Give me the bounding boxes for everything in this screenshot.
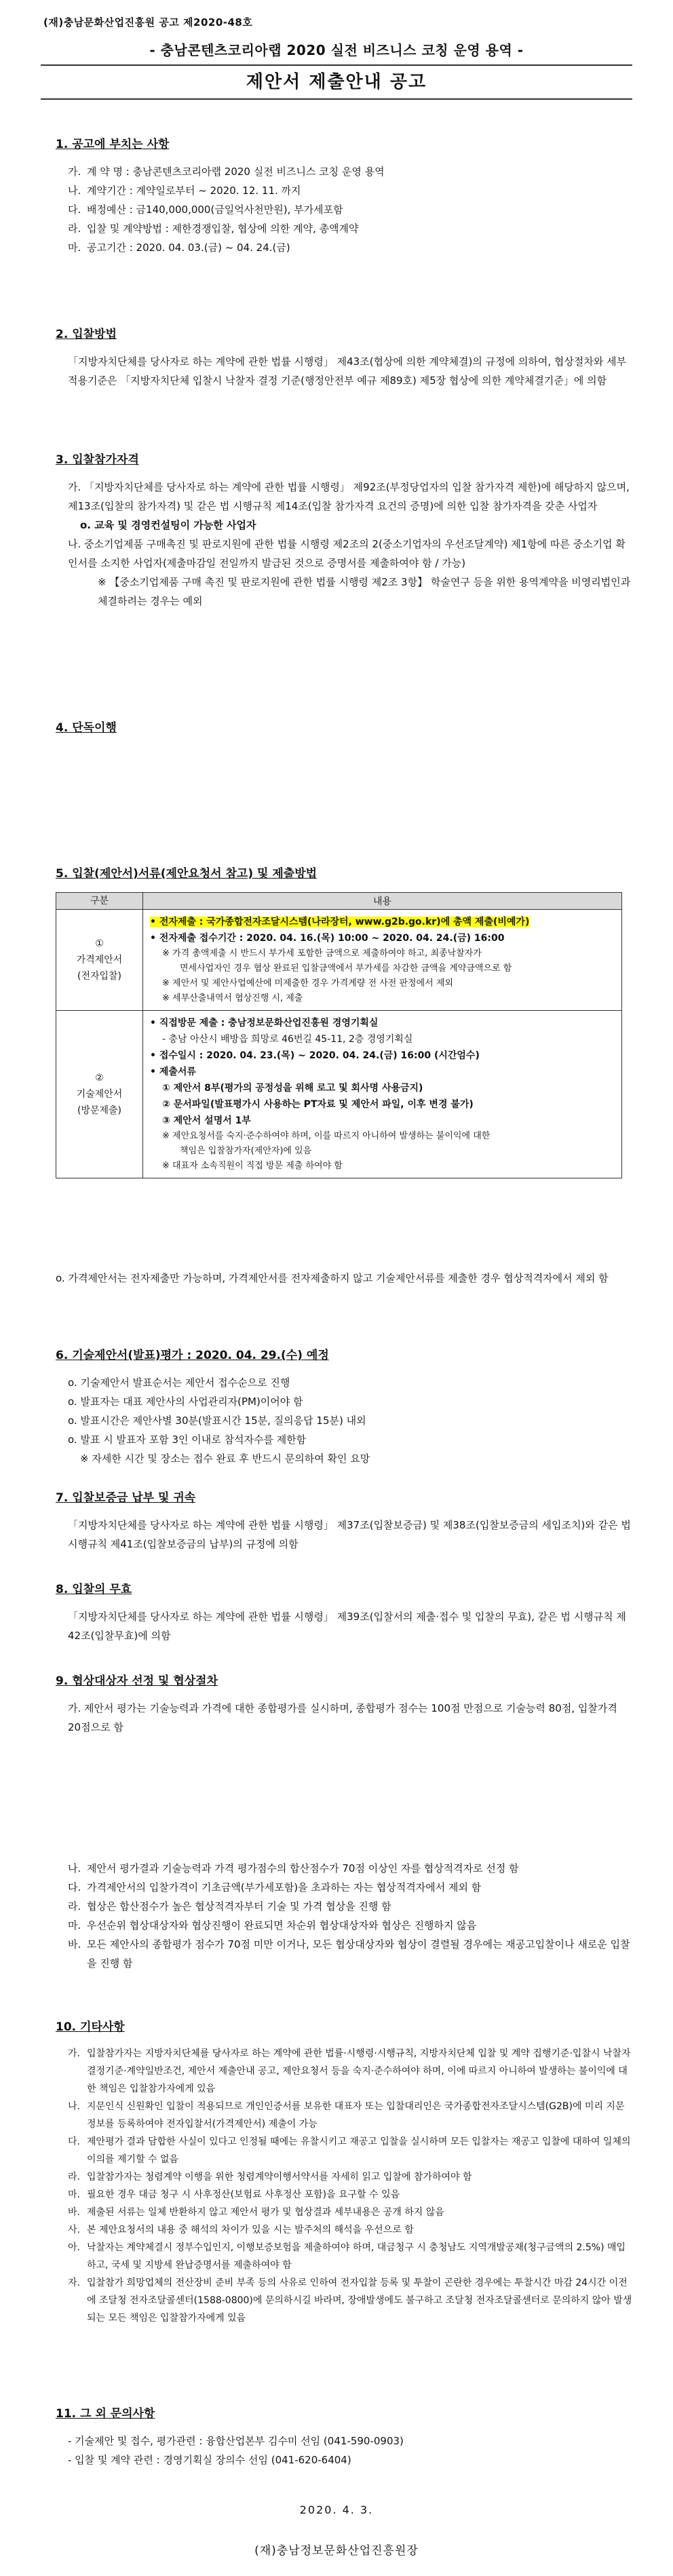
- item-text: 가격제안서의 입찰가격이 기초금액(부가세포함)을 초과하는 자는 협상적격자에서 제외 함: [87, 1881, 482, 1893]
- content-line: ① 제안서 8부(평가의 공정성을 위해 로고 및 회사명 사용금지): [162, 1083, 423, 1094]
- item-text: 입찰참가 희망업체의 전산장비 준비 부족 등의 사유로 인하여 전자입찰 등록 및 투찰이 곤란한 경우에는 투찰시간 마감 24시간 이전에 조달청 전자조달콜센터(1588-0800)에 문의하시길 바라며, 장애발생에도 불구하고 조달청 전자조달콜센터로 문의하지 않아 발생되는 모든 책임은 입찰참가자에게 있음: [87, 2277, 632, 2324]
- content-line: • 전자제출 : 국가종합전자조달시스템(나라장터, www.g2b.go.kr)에 총액 제출(비예가): [150, 917, 530, 927]
- section-11: [56, 2405, 632, 2469]
- notice-date: 2020. 4. 3.: [299, 2503, 374, 2516]
- item-text: 제안서 평가결과 기술능력과 가격 평가점수의 합산점수가 70점 이상인 자를 협상적격자로 선정 함: [87, 1862, 519, 1875]
- section-2-heading: 2. 입찰방법: [56, 328, 117, 341]
- content-line: 면세사업자인 경우 협상 완료된 입찰금액에서 부가세를 차감한 금액을 계약금액으로 함: [180, 963, 512, 974]
- section-7: [56, 1489, 632, 1554]
- section-1-heading: 1. 공고에 부치는 사항: [56, 138, 170, 151]
- row-1-type: [56, 910, 143, 1011]
- title-rule-bottom: [41, 98, 632, 100]
- item-text: 입찰참가자는 청렴계약 이행을 위한 청렴계약이행서약서를 자세히 읽고 입찰에 참가하여야 함: [87, 2172, 472, 2183]
- list-item: [68, 1916, 632, 1935]
- item-mark: 아.: [68, 2242, 80, 2253]
- section-9: [56, 1672, 632, 1737]
- table-header-type: 구분: [56, 893, 143, 910]
- content-line: 책임은 입찰참가자(제안자)에 있음: [180, 1146, 312, 1156]
- type-method: (방문제출): [77, 1105, 122, 1116]
- item-text: 필요한 경우 대금 청구 시 사후정산(보험료 사후정산 포함)을 요구할 수 있음: [87, 2189, 400, 2200]
- table-row: [56, 1011, 622, 1178]
- list-item: o. 발표자는 대표 제안사의 사업관리자(PM)이어야 함: [68, 1396, 303, 1408]
- item-text: 지문인식 신원확인 입찰이 적용되므로 개인인증서를 보유한 대표자 또는 입찰대리인은 국가종합전자조달시스템(G2B)에 미리 지문정보를 등록하여야 전자입찰서(가격제안서) 제출이 가능: [87, 2101, 625, 2130]
- row-2-content: [143, 1011, 622, 1178]
- list-item: [68, 2133, 632, 2168]
- content-line: ※ 가격 총액제출 시 반드시 부가세 포함한 금액으로 제출하여야 하고, 최종낙찰자가: [162, 948, 482, 959]
- list-item: [68, 238, 632, 257]
- table-header-content: 내용: [143, 893, 622, 910]
- section-2-body: 「지방자치단체를 당사자로 하는 계약에 관한 법률 시행령」 제43조(협상에 의한 계약체결)의 규정에 의하여, 협상절차와 세부적용기준은 「지방자치단체 입찰시 낙찰자 결정 기준(행정안전부 예규 제89호) 제5장 협상에 의한 계약체결기준」에 의함: [68, 355, 627, 387]
- section-9-heading: 9. 협상대상자 선정 및 협상절차: [56, 1674, 218, 1688]
- item-mark: 가.: [68, 2048, 80, 2059]
- item-mark: 나.: [68, 2101, 80, 2112]
- section-3-body: [56, 478, 632, 611]
- item-text: 우선순위 협상대상자와 협상진행이 완료되면 차순위 협상대상자와 협상은 진행하지 않음: [87, 1919, 477, 1931]
- section-5-after: [56, 1269, 632, 1288]
- section-8-heading: 8. 입찰의 무효: [56, 1583, 132, 1596]
- list-item: ※ 자세한 시간 및 장소는 접수 완료 후 반드시 문의하여 확인 요망: [80, 1453, 370, 1465]
- item-mark: 라.: [68, 223, 81, 235]
- section-4: [56, 719, 632, 746]
- item-text: 공고기간 : 2020. 04. 03.(금) ~ 04. 24.(금): [87, 242, 290, 254]
- section-3-heading: 3. 입찰참가자격: [56, 453, 139, 467]
- title-rule-top: [41, 64, 632, 66]
- section-1: [56, 136, 632, 257]
- content-line: ③ 제안서 설명서 1부: [162, 1115, 251, 1126]
- item-ga: 가. 「지방자치단체를 당사자로 하는 계약에 관한 법률 시행령」 제92조(부정당업자의 입찰 참가자격 제한)에 해당하지 않으며, 제13조(입찰의 참가자격) 및 같은 법 시행규칙 제14조(입찰 참가자격 요건의 증명)에 의한 입찰 참가자격을 갖춘 사업자: [68, 481, 630, 512]
- section-7-heading: 7. 입찰보증금 납부 및 귀속: [56, 1491, 196, 1505]
- section-9-continued: [56, 1859, 632, 1973]
- list-item: [68, 181, 632, 200]
- section-6-body: [56, 1373, 632, 1468]
- content-line: • 접수일시 : 2020. 04. 23.(목) ~ 2020. 04. 24.(금) 16:00 (시간엄수): [150, 1050, 480, 1061]
- item-mark: 다.: [68, 2136, 80, 2147]
- list-item: [68, 2274, 632, 2327]
- item-text: 입찰 및 계약방법 : 제한경쟁입찰, 협상에 의한 계약, 총액계약: [87, 223, 359, 235]
- item-text: 제안평가 결과 담합한 사실이 있다고 인정될 때에는 유찰시키고 재공고 입찰을 실시하며 모든 입찰자는 재공고 입찰에 대하여 일체의 이의를 제기할 수 없음: [87, 2136, 631, 2165]
- item-text: 계 약 명 : 충남콘텐츠코리아랩 2020 실전 비즈니스 코칭 운영 용역: [87, 166, 385, 178]
- list-item: [68, 2186, 632, 2204]
- section-6: [56, 1347, 632, 1468]
- type-num: ②: [95, 1073, 104, 1083]
- notice-number: (재)충남문화산업진흥원 공고 제2020-48호: [43, 16, 253, 28]
- content-line: ※ 세부산출내역서 협상진행 시, 제출: [162, 993, 303, 1003]
- item-mark: 라.: [68, 1900, 81, 1912]
- document-title: 제안서 제출안내 공고: [246, 72, 427, 92]
- list-item: [68, 162, 632, 181]
- list-item: [68, 1878, 632, 1897]
- submission-table: [56, 892, 622, 1178]
- content-line: • 제출서류: [150, 1066, 196, 1077]
- type-label: 기술제안서: [76, 1089, 123, 1100]
- contact-item: - 입찰 및 계약 관련 : 경영기획실 장의수 선임 (041-620-6404): [68, 2454, 351, 2466]
- list-item: o. 기술제안서 발표순서는 제안서 접수순으로 진행: [68, 1377, 290, 1389]
- list-item: [68, 2168, 632, 2186]
- section-5-note: o. 가격제안서는 전자제출만 가능하며, 가격제안서를 전자제출하지 않고 기술제안서류를 제출한 경우 협상적격자에서 제외 함: [56, 1272, 609, 1284]
- item-text: 배정예산 : 금140,000,000(금일억사천만원), 부가세포함: [87, 204, 343, 216]
- content-line: • 직접방문 제출 : 충남정보문화산업진흥원 경영기획실: [150, 1018, 379, 1029]
- item-mark: 마.: [68, 2189, 80, 2200]
- list-item: [68, 1859, 632, 1878]
- item-mark: 바.: [68, 2207, 80, 2218]
- row-1-content: [143, 910, 622, 1011]
- table-row: [56, 910, 622, 1011]
- list-item: o. 발표 시 발표자 포함 3인 이내로 참석자수를 제한함: [68, 1434, 307, 1446]
- list-item: [68, 2098, 632, 2133]
- section-10: [56, 2018, 632, 2327]
- content-line: - 충남 아산시 배방읍 희망로 46번길 45-11, 2층 경영기획실: [162, 1034, 413, 1045]
- list-item: [68, 200, 632, 219]
- item-text: 본 제안요청서의 내용 중 해석의 차이가 있을 시는 발주처의 해석을 우선으로 함: [87, 2225, 414, 2235]
- content-line: ※ 제안서 및 제안사업예산에 미제출한 경우 가격계량 전 사전 판정에서 제외: [162, 978, 453, 988]
- section-5: [56, 865, 632, 891]
- type-num: ①: [95, 938, 104, 949]
- content-line: ② 문서파일(발표평가시 사용하는 PT자료 및 제안서 파일, 이후 변경 불가): [162, 1099, 474, 1110]
- list-item: [68, 2221, 632, 2239]
- list-item: [68, 219, 632, 238]
- item-mark: 나.: [68, 185, 81, 197]
- list-item: [68, 1897, 632, 1916]
- item-mark: 마.: [68, 242, 81, 254]
- section-9-item-ga: 가. 제안서 평가는 기술능력과 가격에 대한 종합평가를 실시하며, 종합평가 점수는 100점 만점으로 기술능력 80점, 입찰가격 20점으로 함: [68, 1702, 617, 1733]
- item-mark: 다.: [68, 204, 81, 216]
- item-text: 계약기간 : 계약일로부터 ~ 2020. 12. 11. 까지: [87, 185, 301, 197]
- content-line: ※ 대표자 소속직원이 직접 방문 제출 하여야 함: [162, 1161, 343, 1171]
- content-line: • 전자제출 접수기간 : 2020. 04. 16.(목) 10:00 ~ 2020. 04. 24.(금) 16:00: [150, 933, 505, 944]
- item-mark: 사.: [68, 2225, 80, 2235]
- item-text: 협상은 합산점수가 높은 협상적격자부터 기술 및 가격 협상을 진행 함: [87, 1900, 391, 1912]
- section-3: [56, 451, 632, 611]
- section-10-heading: 10. 기타사항: [56, 2020, 125, 2034]
- section-7-body: 「지방자치단체를 당사자로 하는 계약에 관한 법률 시행령」 제37조(입찰보증금) 및 제38조(입찰보증금의 세입조치)와 같은 법 시행규칙 제41조(입찰보증금의 납부)의 규정에 의함: [68, 1519, 631, 1550]
- section-5-heading: 5. 입찰(제안서)서류(제안요청서 참고) 및 제출방법: [56, 867, 318, 881]
- item-mark: 가.: [68, 166, 81, 178]
- section-11-body: [56, 2431, 632, 2469]
- list-item: [68, 2204, 632, 2221]
- section-2: [56, 326, 632, 390]
- list-item: [68, 2045, 632, 2098]
- content-line: ※ 제안요청서를 숙지·준수하여야 하며, 이를 따르지 아니하여 발생하는 불이익에 대한: [162, 1131, 491, 1141]
- note: ※ 【중소기업제품 구매 촉진 및 판로지원에 관한 법률 시행령 제2조 3항】 학술연구 등을 위한 용역계약을 비영리법인과 체결하려는 경우는 예외: [98, 576, 631, 607]
- section-4-heading: 4. 단독이행: [56, 721, 117, 735]
- item-text: 낙찰자는 계약체결시 정부수입인지, 이행보증보험을 제출하여야 하며, 대금청구 시 충청남도 지역개발공채(청구금액의 2.5%) 매입하고, 국세 및 지방세 완납증명서를 제출하여야 함: [87, 2242, 626, 2271]
- item-mark: 바.: [68, 1938, 81, 1950]
- section-10-body: [56, 2045, 632, 2327]
- section-8-body: 「지방자치단체를 당사자로 하는 계약에 관한 법률 시행령」 제39조(입찰서의 제출·접수 및 입찰의 무효), 같은 법 시행규칙 제42조(입찰무효)에 의함: [68, 1611, 626, 1642]
- contact-item: - 기술제안 및 접수, 평가관련 : 융합산업본부 김수미 선임 (041-590-0903): [68, 2435, 404, 2447]
- list-item: [68, 2239, 632, 2274]
- table-header-row: [56, 893, 622, 910]
- type-label: 가격제안서: [76, 955, 123, 965]
- list-item: o. 발표시간은 제안사별 30분(발표시간 15분, 질의응답 15분) 내외: [68, 1415, 366, 1427]
- item-text: 모든 제안사의 종합평가 점수가 70점 미만 이거나, 모든 협상대상자와 협상이 결렬될 경우에는 재공고입찰이나 새로운 입찰을 진행 함: [87, 1938, 630, 1969]
- item-mark: 자.: [68, 2277, 80, 2288]
- type-method: (전자입찰): [77, 971, 122, 982]
- list-item: [68, 1935, 632, 1973]
- item-text: 입찰참가자는 지방자치단체를 당사자로 하는 계약에 관한 법률·시행령·시행규칙, 지방자치단체 입찰 및 계약 집행기준·입찰시 낙찰자 결정기준·계약일반조건, 제안서 제출안내 공고, 제안요청서 등을 숙지·준수하여야 하며, 이에 따르지 아니하여 발생하는 불이익에 대한 책임은 입찰참가자에게 있음: [87, 2048, 631, 2094]
- section-6-heading: 6. 기술제안서(발표)평가 : 2020. 04. 29.(수) 예정: [56, 1349, 329, 1362]
- item-text: 제출된 서류는 일체 반환하지 않고 제안서 평가 및 협상결과 세부내용은 공개 하지 않음: [87, 2207, 444, 2218]
- section-11-heading: 11. 그 외 문의사항: [56, 2407, 155, 2421]
- item-mark: 마.: [68, 1919, 81, 1931]
- item-mark: 라.: [68, 2172, 80, 2183]
- item-mark: 나.: [68, 1862, 81, 1875]
- section-8: [56, 1581, 632, 1645]
- issuer-signature: (재)충남정보문화산업진흥원장: [254, 2544, 419, 2558]
- section-1-body: [56, 162, 632, 257]
- document-subtitle: - 충남콘텐츠코리아랩 2020 실전 비즈니스 코칭 운영 용역 -: [149, 42, 524, 58]
- item-na: 나. 중소기업제품 구매촉진 및 판로지원에 관한 법률 시행령 제2조의 2(중소기업자의 우선조달계약) 제1항에 따른 중소기업 확인서를 소지한 사업자(제출마감일 전일까지 발급된 것으로 증명서를 제출하여야 함 / 가능): [68, 538, 626, 569]
- section-9-body: [56, 1859, 632, 1973]
- item-ga-sub: o. 교육 및 경영컨설팅이 가능한 사업자: [80, 519, 256, 531]
- row-2-type: [56, 1011, 143, 1178]
- item-mark: 다.: [68, 1881, 81, 1893]
